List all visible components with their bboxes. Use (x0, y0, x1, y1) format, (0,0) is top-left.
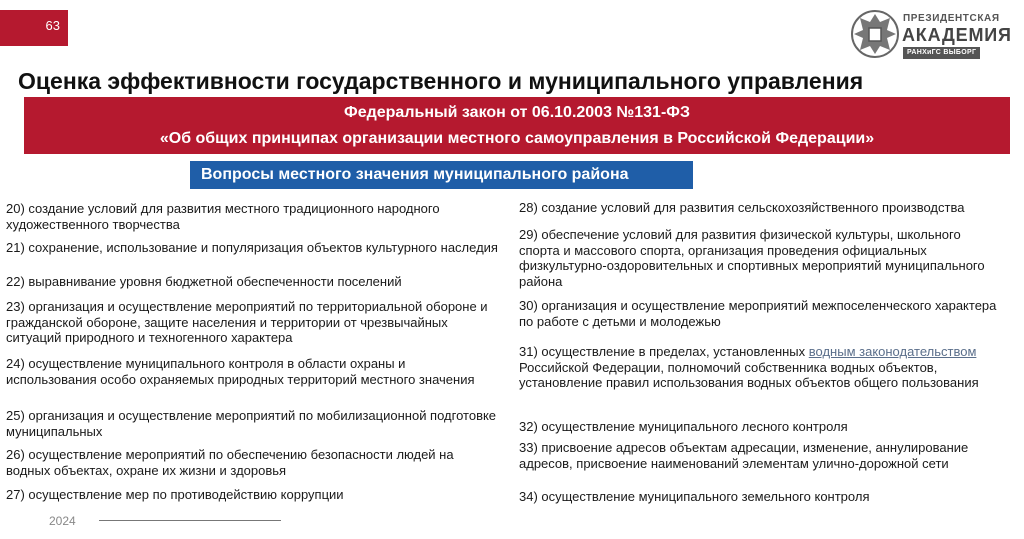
list-item-32: 32) осуществление муниципального лесного контроля (519, 419, 848, 434)
list-item-34: 34) осуществление муниципального земельного контроля (519, 489, 870, 504)
logo-tag: РАНХиГС ВЫБОРГ (903, 47, 980, 59)
law-line1: Федеральный закон от 06.10.2003 №131-ФЗ (344, 104, 690, 121)
eagle-crest-icon (850, 6, 900, 62)
list-item-27: 27) осуществление мер по противодействию коррупции (6, 487, 344, 502)
list-item-23: 23) организация и осуществление мероприятий по территориальной обороне и гражданской обороне, защите населения и территории от чрезвычайных ситуаций природного и техногенного характера (6, 299, 488, 345)
list-item-22: 22) выравнивание уровня бюджетной обеспеченности поселений (6, 274, 402, 289)
item31-suffix: Российской Федерации, полномочий собственника водных объектов, установление правил использования водных объектов общего пользования (519, 359, 979, 390)
logo-line2: АКАДЕМИЯ (902, 25, 1012, 45)
water-legislation-link[interactable]: водным законодательством (808, 344, 977, 359)
academy-logo (850, 6, 1012, 68)
section-title: Вопросы местного значения муниципального района (190, 161, 693, 189)
list-item-33: 33) присвоение адресов объектам адресации, изменение, аннулирование адресов, присвоение наименований элементам улично-дорожной сети (519, 440, 969, 471)
list-item-28: 28) создание условий для развития сельскохозяйственного производства (519, 200, 965, 215)
list-item-24: 24) осуществление муниципального контроля в области охраны и использования особо охраняемых природных территорий местного значения (6, 356, 475, 387)
list-item-26: 26) осуществление мероприятий по обеспечению безопасности людей на водных объектах, охране их жизни и здоровья (6, 447, 454, 478)
list-item-20: 20) создание условий для развития местного традиционного народного художественного творчества (6, 201, 440, 232)
page-title: Оценка эффективности государственного и муниципального управления (18, 68, 864, 94)
list-item-31 (519, 344, 999, 391)
logo-line1: ПРЕЗИДЕНТСКАЯ (903, 13, 1000, 24)
slide-number-text: 63 (45, 18, 60, 33)
list-item-21: 21) сохранение, использование и популяризация объектов культурного наследия (6, 240, 498, 255)
slide-number (0, 10, 68, 46)
list-item-30: 30) организация и осуществление мероприятий межпоселенческого характера по работе с детьми и молодежью (519, 298, 997, 329)
footer-divider (99, 520, 281, 521)
list-item-29: 29) обеспечение условий для развития физической культуры, школьного спорта и массового спорта, организация проведения официальных физкультурно-оздоровительных и спортивных мероприятий муниципального района (519, 227, 985, 289)
law-banner (24, 97, 1010, 154)
law-line2: «Об общих принципах организации местного самоуправления в Российской Федерации» (159, 130, 875, 147)
item31-prefix: 31) осуществление в пределах, установленных (519, 344, 809, 359)
list-item-25: 25) организация и осуществление мероприятий по мобилизационной подготовке муниципальных (6, 408, 497, 439)
footer-year: 2024 (49, 514, 76, 528)
